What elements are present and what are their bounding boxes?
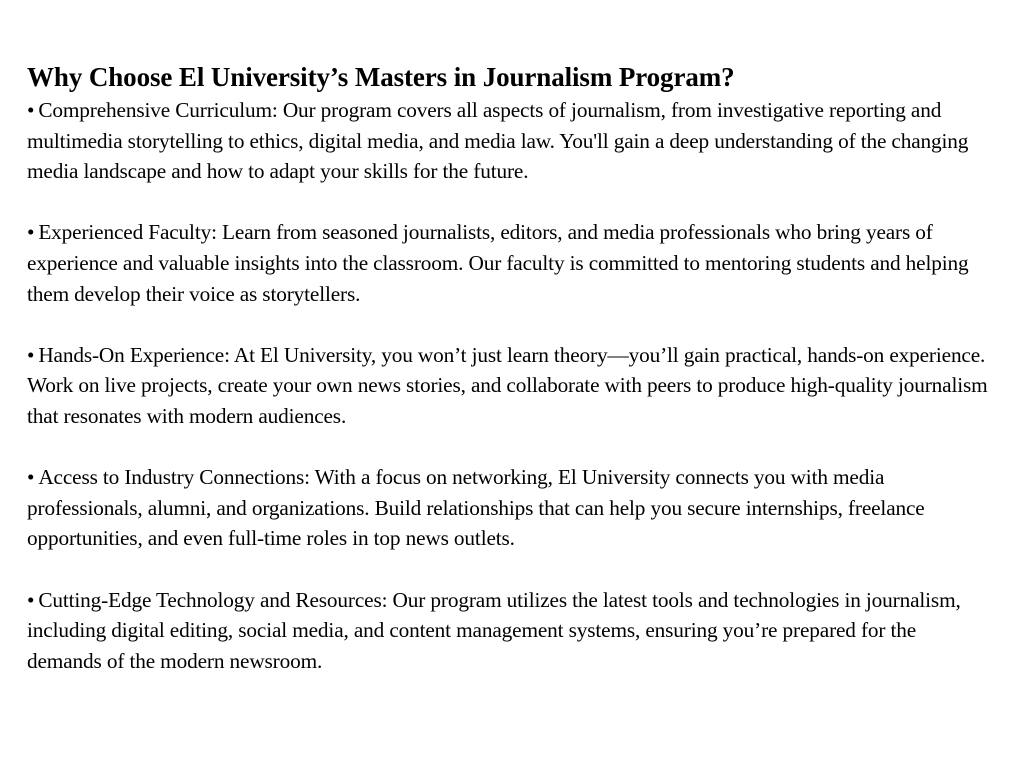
bullet-text: Comprehensive Curriculum: Our program covers all aspects of journalism, from investigative reporting and multimedia storytelling to ethics, digital media, and media law. You'll gain a deep understanding of the changing media landscape and how to adapt your skills for the future.: [27, 98, 969, 184]
bullet-marker: •: [27, 465, 35, 490]
bullet-marker: •: [27, 587, 35, 612]
bullet-marker: •: [27, 342, 35, 367]
bullet-technology-resources: [27, 585, 994, 677]
page-title: Why Choose El University’s Masters in Journalism Program?: [27, 62, 735, 92]
bullet-experienced-faculty: [27, 217, 994, 309]
bullet-text: Hands-On Experience: At El University, you won’t just learn theory—you’ll gain practical, hands-on experience. Work on live projects, create your own news stories, and collaborate with peers to produce high-quality journalism that resonates with modern audiences.: [27, 342, 988, 428]
bullet-text: Experienced Faculty: Learn from seasoned journalists, editors, and media professionals who bring years of experience and valuable insights into the classroom. Our faculty is committed to mentoring students and helping them develop their voice as storytellers.: [27, 220, 969, 306]
bullet-text: Cutting-Edge Technology and Resources: Our program utilizes the latest tools and technologies in journalism, including digital editing, social media, and content management systems, ensuring you’re prepared for the demands of the modern newsroom.: [27, 587, 961, 673]
bullet-hands-on-experience: [27, 340, 994, 432]
bullet-list: [27, 95, 994, 676]
bullet-text: Access to Industry Connections: With a focus on networking, El University connects you with media professionals, alumni, and organizations. Build relationships that can help you secure internships, freelance opportunities, and even full-time roles in top news outlets.: [27, 465, 925, 551]
bullet-marker: •: [27, 98, 35, 122]
bullet-marker: •: [27, 220, 35, 245]
bullet-industry-connections: [27, 462, 994, 554]
bullet-comprehensive-curriculum: [27, 95, 994, 187]
